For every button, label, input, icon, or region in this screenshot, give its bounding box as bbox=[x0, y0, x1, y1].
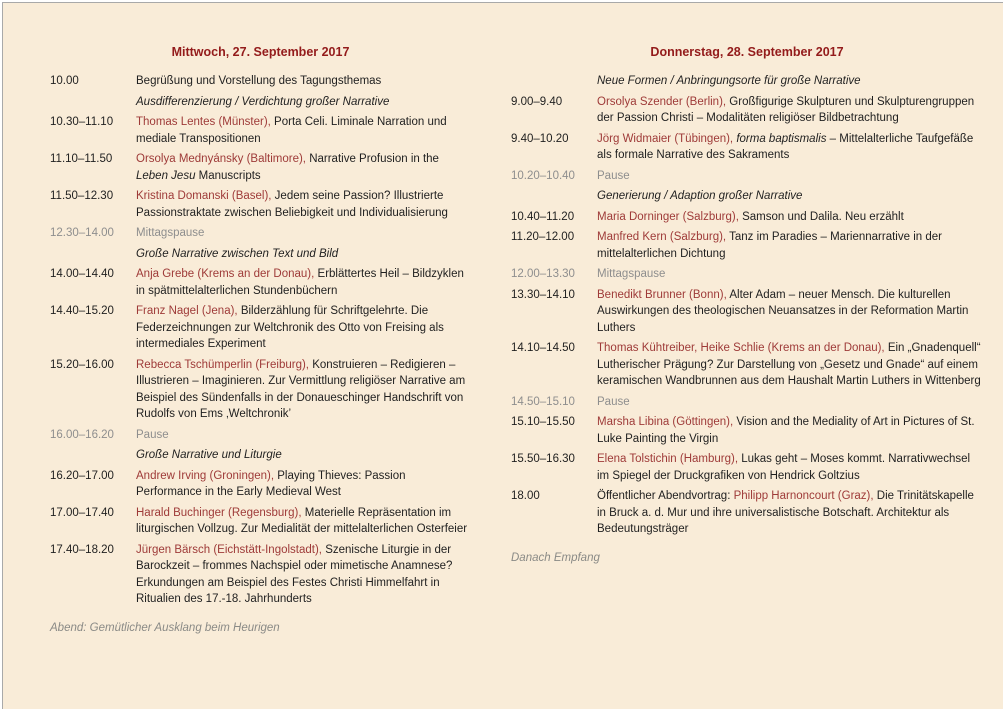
session-heading-row bbox=[511, 188, 983, 205]
talk-text: Großfigurige Skulpturen und Skulpturengruppen der Passion Christi – Modalitäten religiöser Bildbetrachtung bbox=[597, 95, 975, 124]
session-title: Große Narrative zwischen Text und Bild bbox=[136, 247, 339, 260]
talk-text: Öffentlicher Abendvortrag: bbox=[597, 490, 734, 502]
session-title: Große Narrative und Liturgie bbox=[136, 449, 282, 461]
pause-label: Pause bbox=[597, 395, 630, 408]
time-cell: 11.10–11.50 bbox=[50, 153, 113, 165]
day-title-wednesday: Mittwoch, 27. September 2017 bbox=[171, 45, 350, 59]
time-cell: 14.40–15.20 bbox=[50, 305, 114, 317]
talk-text: Samson und Dalila. Neu erzählt bbox=[738, 210, 904, 223]
time-cell: 9.00–9.40 bbox=[511, 95, 563, 108]
talk-text: Materielle Repräsentation im liturgischen Vollzug. Zur Medialität der mittelalterlichen Osterfeier bbox=[136, 506, 468, 535]
pause-label: Mittagspause bbox=[597, 268, 666, 280]
talk-row bbox=[511, 488, 983, 538]
program-page bbox=[2, 2, 1003, 709]
talk-description bbox=[136, 266, 471, 299]
talk-description bbox=[136, 114, 471, 147]
talk-description bbox=[136, 188, 471, 221]
talk-text: Narrative Profusion in the bbox=[306, 153, 439, 165]
talk-description bbox=[597, 209, 983, 226]
day-column-wednesday bbox=[50, 3, 471, 636]
time-cell: 10.30–11.10 bbox=[50, 116, 114, 128]
talk-text: Tanz im Paradies – Mariennarrative in der mittelalterlichen Dichtung bbox=[597, 231, 942, 260]
talk-description bbox=[597, 414, 983, 447]
speaker-name: Orsolya Mednyánsky (Baltimore), bbox=[136, 153, 306, 165]
talk-row bbox=[511, 209, 983, 226]
time-cell: 12.30–14.00 bbox=[50, 227, 114, 239]
talk-description bbox=[136, 73, 471, 90]
talk-text: Konstruieren – Redigieren – Illustrieren – Imaginieren. Zur Vermittlung religiöser Narrative am Beispiel des Sündenfalls in der Donaueschinger Handschrift von Rudolfs von Ems ‚Weltchronik’ bbox=[136, 358, 466, 420]
talk-text: Manuscripts bbox=[195, 169, 261, 182]
day-title-thursday: Donnerstag, 28. September 2017 bbox=[650, 45, 844, 59]
talk-text: – Mittelalterliche Taufgefäße als formale Narrative des Sakraments bbox=[597, 132, 974, 161]
session-heading-row bbox=[511, 73, 983, 90]
time-cell: 14.50–15.10 bbox=[511, 395, 575, 408]
time-cell: 10.00 bbox=[50, 75, 79, 87]
day-column-thursday bbox=[511, 3, 983, 566]
session-title: Generierung / Adaption großer Narrative bbox=[597, 190, 803, 202]
speaker-name: Orsolya Szender (Berlin), bbox=[597, 95, 727, 108]
talk-text: Die Trinitätskapelle in Bruck a. d. Mur und ihre universalistische Botschaft. Architektur als Bedeutungsträger bbox=[597, 490, 974, 535]
talk-row bbox=[50, 114, 471, 147]
pause-row bbox=[511, 394, 983, 411]
talk-description bbox=[597, 340, 983, 390]
talk-description bbox=[136, 505, 471, 538]
talk-text: Erblättertes Heil – Bildzyklen in spätmittelalterlichen Stundenbüchern bbox=[136, 268, 464, 297]
talk-description bbox=[597, 451, 983, 484]
time-cell: 12.00–13.30 bbox=[511, 268, 575, 280]
talk-row bbox=[50, 505, 471, 538]
time-cell: 11.20–12.00 bbox=[511, 231, 575, 243]
speaker-name: Elena Tolstichin (Hamburg), bbox=[597, 453, 739, 465]
time-cell: 13.30–14.10 bbox=[511, 288, 575, 301]
talk-row bbox=[50, 303, 471, 353]
time-cell: 10.40–11.20 bbox=[511, 210, 575, 223]
time-cell bbox=[50, 447, 136, 464]
time-cell bbox=[511, 73, 597, 90]
speaker-name: Harald Buchinger (Regensburg), bbox=[136, 506, 302, 519]
time-cell: 17.00–17.40 bbox=[50, 506, 114, 519]
talk-text: Porta Celi. Liminale Narration und mediale Transpositionen bbox=[136, 116, 447, 145]
session-heading-row bbox=[50, 447, 471, 464]
time-cell: 15.20–16.00 bbox=[50, 358, 114, 371]
talk-row bbox=[50, 73, 471, 90]
talk-description bbox=[597, 131, 983, 164]
pause-label: Pause bbox=[597, 169, 630, 182]
talk-description bbox=[136, 151, 471, 184]
talk-text: Szenische Liturgie in der Barockzeit – frommes Nachspiel oder mimetische Anamnese? Erkundungen am Beispiel des Festes Christi Himmelfahrt in Ritualien des 17.-18. Jahrhunderts bbox=[136, 543, 453, 605]
speaker-name: Rebecca Tschümperlin (Freiburg), bbox=[136, 358, 309, 371]
time-cell bbox=[511, 188, 597, 205]
speaker-name: Franz Nagel (Jena), bbox=[136, 305, 238, 317]
talk-description bbox=[597, 229, 983, 262]
time-cell: 15.50–16.30 bbox=[511, 453, 575, 465]
talk-description bbox=[597, 488, 983, 538]
time-cell bbox=[50, 94, 136, 111]
talk-row bbox=[511, 340, 983, 390]
talk-row bbox=[50, 542, 471, 608]
pause-row bbox=[511, 266, 983, 283]
speaker-name: Kristina Domanski (Basel), bbox=[136, 190, 272, 202]
talk-row bbox=[511, 229, 983, 262]
talk-row bbox=[50, 468, 471, 501]
evening-note-wednesday: Abend: Gemütlicher Ausklang beim Heurigen bbox=[50, 621, 280, 634]
talk-text: Playing Thieves: Passion Performance in the Early Medieval West bbox=[136, 469, 406, 498]
speaker-name: Jürgen Bärsch (Eichstätt-Ingolstadt), bbox=[136, 543, 322, 556]
speaker-name: Philipp Harnoncourt (Graz), bbox=[733, 490, 874, 502]
session-heading-row bbox=[50, 94, 471, 111]
talk-row bbox=[511, 131, 983, 164]
time-cell: 17.40–18.20 bbox=[50, 543, 114, 556]
talk-text: Bilderzählung für Schriftgelehrte. Die Federzeichnungen zur Weltchronik des Otto von Freising als intermediales Experiment bbox=[136, 305, 444, 350]
time-cell: 11.50–12.30 bbox=[50, 190, 114, 202]
pause-row bbox=[511, 168, 983, 185]
time-cell: 14.10–14.50 bbox=[511, 342, 575, 354]
time-cell: 15.10–15.50 bbox=[511, 416, 575, 428]
time-cell: 9.40–10.20 bbox=[511, 132, 569, 145]
time-cell: 16.00–16.20 bbox=[50, 428, 114, 441]
talk-description bbox=[597, 94, 983, 127]
time-cell: 18.00 bbox=[511, 490, 540, 502]
talk-text: forma baptismalis bbox=[736, 132, 827, 145]
talk-row bbox=[511, 414, 983, 447]
talk-row bbox=[511, 94, 983, 127]
speaker-name: Benedikt Brunner (Bonn), bbox=[597, 288, 727, 301]
time-cell: 16.20–17.00 bbox=[50, 469, 114, 482]
schedule-rows-thursday bbox=[511, 73, 983, 538]
talk-text: Alter Adam – neuer Mensch. Die kulturellen Auswirkungen des theologischen Neuansatzes in der Reformation Martin Luthers bbox=[597, 288, 969, 334]
talk-description bbox=[136, 542, 471, 608]
pause-row bbox=[50, 225, 471, 242]
speaker-name: Jörg Widmaier (Tübingen), bbox=[597, 132, 737, 145]
talk-text: Ein „Gnadenquell“ Lutherischer Prägung? Zur Darstellung von „Gesetz und Gnade“ auf einem keramischen Wandbrunnen aus dem Haushalt Martin Luthers in Wittenberg bbox=[597, 342, 981, 387]
time-cell bbox=[50, 246, 136, 263]
talk-description bbox=[597, 287, 983, 337]
pause-label: Pause bbox=[136, 428, 169, 441]
talk-row bbox=[50, 357, 471, 423]
talk-text: Begrüßung und Vorstellung des Tagungsthemas bbox=[136, 75, 382, 87]
session-title: Neue Formen / Anbringungsorte für große Narrative bbox=[597, 75, 861, 87]
talk-text: Lukas geht – Moses kommt. Narrativwechsel im Spiegel der Druckgrafiken von Hendrick Goltzius bbox=[597, 453, 971, 482]
schedule-rows-wednesday bbox=[50, 73, 471, 608]
session-title: Ausdifferenzierung / Verdichtung großer Narrative bbox=[136, 95, 390, 108]
talk-description bbox=[136, 303, 471, 353]
speaker-name: Manfred Kern (Salzburg), bbox=[597, 231, 727, 243]
evening-note-thursday: Danach Empfang bbox=[511, 551, 600, 564]
session-heading-row bbox=[50, 246, 471, 263]
speaker-name: Andrew Irving (Groningen), bbox=[136, 469, 275, 482]
speaker-name: Thomas Lentes (Münster), bbox=[136, 116, 271, 128]
talk-row bbox=[50, 151, 471, 184]
time-cell: 10.20–10.40 bbox=[511, 169, 575, 182]
talk-row bbox=[511, 287, 983, 337]
talk-text: Leben Jesu bbox=[136, 169, 196, 182]
talk-text: Jedem seine Passion? Illustrierte Passionstraktate zwischen Beliebigkeit und Individualisierung bbox=[136, 190, 448, 219]
speaker-name: Thomas Kühtreiber, Heike Schlie (Krems an der Donau), bbox=[597, 342, 885, 354]
talk-text: Vision and the Mediality of Art in Pictures of St. Luke Painting the Virgin bbox=[597, 416, 975, 445]
talk-row bbox=[50, 266, 471, 299]
pause-row bbox=[50, 427, 471, 444]
talk-description bbox=[136, 468, 471, 501]
time-cell: 14.00–14.40 bbox=[50, 268, 114, 280]
speaker-name: Maria Dorninger (Salzburg), bbox=[597, 210, 739, 223]
speaker-name: Marsha Libina (Göttingen), bbox=[597, 416, 734, 428]
pause-label: Mittagspause bbox=[136, 227, 205, 239]
talk-description bbox=[136, 357, 471, 423]
talk-row bbox=[50, 188, 471, 221]
talk-row bbox=[511, 451, 983, 484]
speaker-name: Anja Grebe (Krems an der Donau), bbox=[136, 268, 315, 280]
